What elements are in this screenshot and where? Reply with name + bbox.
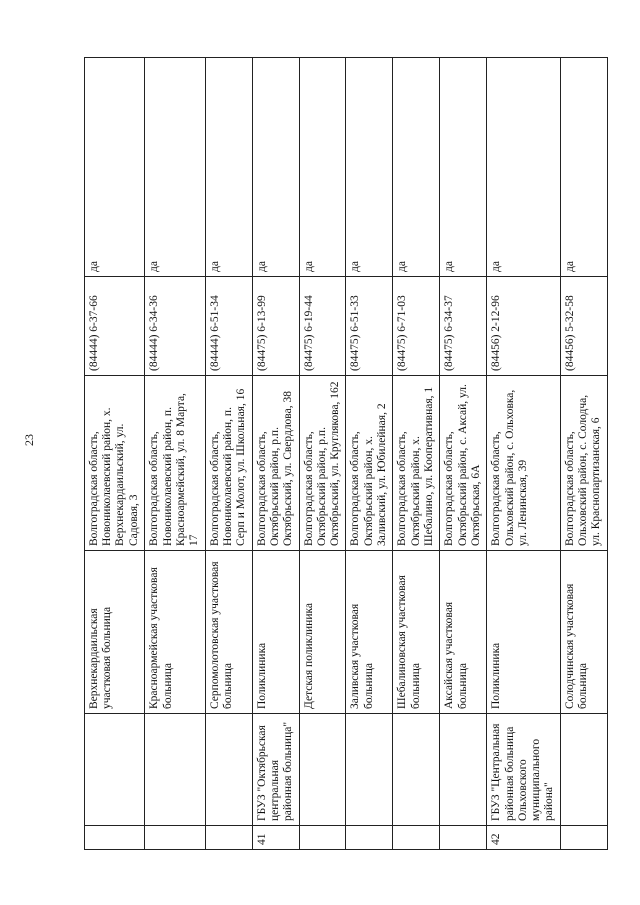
unit-name: Солодчинская участковая больница: [560, 551, 607, 714]
unit-name: Красноармейская участковая больница: [145, 551, 205, 714]
flag: да: [145, 58, 205, 277]
organization-name: ГБУЗ "Центральная районная больница Ольховского муниципального района": [487, 714, 561, 826]
unit-name: Шебалиновская участковая больница: [393, 551, 440, 714]
address: Волгоградская область, Октябрьский район, р.п. Октябрьский, ул. Круглякова, 162: [299, 376, 346, 551]
page-number: 23: [22, 434, 36, 446]
table-row: [346, 58, 393, 850]
row-number: [299, 826, 346, 850]
organization-name: [440, 714, 487, 826]
unit-name: Детская поликлиника: [299, 551, 346, 714]
row-number: [205, 826, 252, 850]
table-row: [560, 58, 607, 850]
flag: да: [440, 58, 487, 277]
organization-name: [299, 714, 346, 826]
flag: да: [560, 58, 607, 277]
row-number: [85, 826, 145, 850]
address: Волгоградская область, Октябрьский район, х. Заливский, ул. Юбилейная, 2: [346, 376, 393, 551]
row-number: [560, 826, 607, 850]
row-number: [440, 826, 487, 850]
unit-name: Верхнекардаильская участковая больница: [85, 551, 145, 714]
phone: (84444) 6-51-34: [205, 277, 252, 376]
table-row: [440, 58, 487, 850]
facilities-table: [84, 57, 608, 850]
phone: (84475) 6-34-37: [440, 277, 487, 376]
unit-name: Аксайская участковая больница: [440, 551, 487, 714]
address: Волгоградская область, Новониколаевский район, п. Красноармейский, ул. 8 Марта, 17: [145, 376, 205, 551]
flag: да: [346, 58, 393, 277]
unit-name: Заливская участковая больница: [346, 551, 393, 714]
table-row: [252, 58, 299, 850]
flag: да: [299, 58, 346, 277]
address: Волгоградская область, Октябрьский район, с. Аксай, ул. Октябрьская, 6А: [440, 376, 487, 551]
row-number: [393, 826, 440, 850]
address: Волгоградская область, Октябрьский район, х. Шебалино, ул. Кооперативная, 1: [393, 376, 440, 551]
organization-name: [393, 714, 440, 826]
organization-name: [145, 714, 205, 826]
flag: да: [205, 58, 252, 277]
row-number: 41: [252, 826, 299, 850]
address: Волгоградская область, Новониколаевский район, п. Серп и Молот, ул. Школьная, 16: [205, 376, 252, 551]
organization-name: ГБУЗ "Октябрьская центральная районная больница": [252, 714, 299, 826]
phone: (84456) 5-32-58: [560, 277, 607, 376]
row-number: [346, 826, 393, 850]
table-row: [205, 58, 252, 850]
rotated-table-wrapper: [84, 58, 608, 850]
unit-name: Поликлиника: [252, 551, 299, 714]
flag: да: [85, 58, 145, 277]
phone: (84456) 2-12-96: [487, 277, 561, 376]
unit-name: Серпомолотовская участковая больница: [205, 551, 252, 714]
phone: (84444) 6-34-36: [145, 277, 205, 376]
table-row: [145, 58, 205, 850]
table-row: [393, 58, 440, 850]
address: Волгоградская область, Ольховский район, с. Солодча, ул. Краснопартизанская, 6: [560, 376, 607, 551]
flag: да: [393, 58, 440, 277]
unit-name: Поликлиника: [487, 551, 561, 714]
table-row: [299, 58, 346, 850]
row-number: 42: [487, 826, 561, 850]
organization-name: [205, 714, 252, 826]
organization-name: [560, 714, 607, 826]
table-row: [85, 58, 145, 850]
phone: (84475) 6-71-03: [393, 277, 440, 376]
flag: да: [252, 58, 299, 277]
organization-name: [346, 714, 393, 826]
phone: (84444) 6-37-66: [85, 277, 145, 376]
address: Волгоградская область, Новониколаевский район, х. Верхнекардаильский, ул. Садовая, 3: [85, 376, 145, 551]
table-row: [487, 58, 561, 850]
row-number: [145, 826, 205, 850]
organization-name: [85, 714, 145, 826]
flag: да: [487, 58, 561, 277]
phone: (84475) 6-51-33: [346, 277, 393, 376]
address: Волгоградская область, Ольховский район, с. Ольховка, ул. Ленинская, 39: [487, 376, 561, 551]
phone: (84475) 6-13-99: [252, 277, 299, 376]
address: Волгоградская область, Октябрьский район, р.п. Октябрьский, ул. Свердлова, 38: [252, 376, 299, 551]
phone: (84475) 6-19-44: [299, 277, 346, 376]
